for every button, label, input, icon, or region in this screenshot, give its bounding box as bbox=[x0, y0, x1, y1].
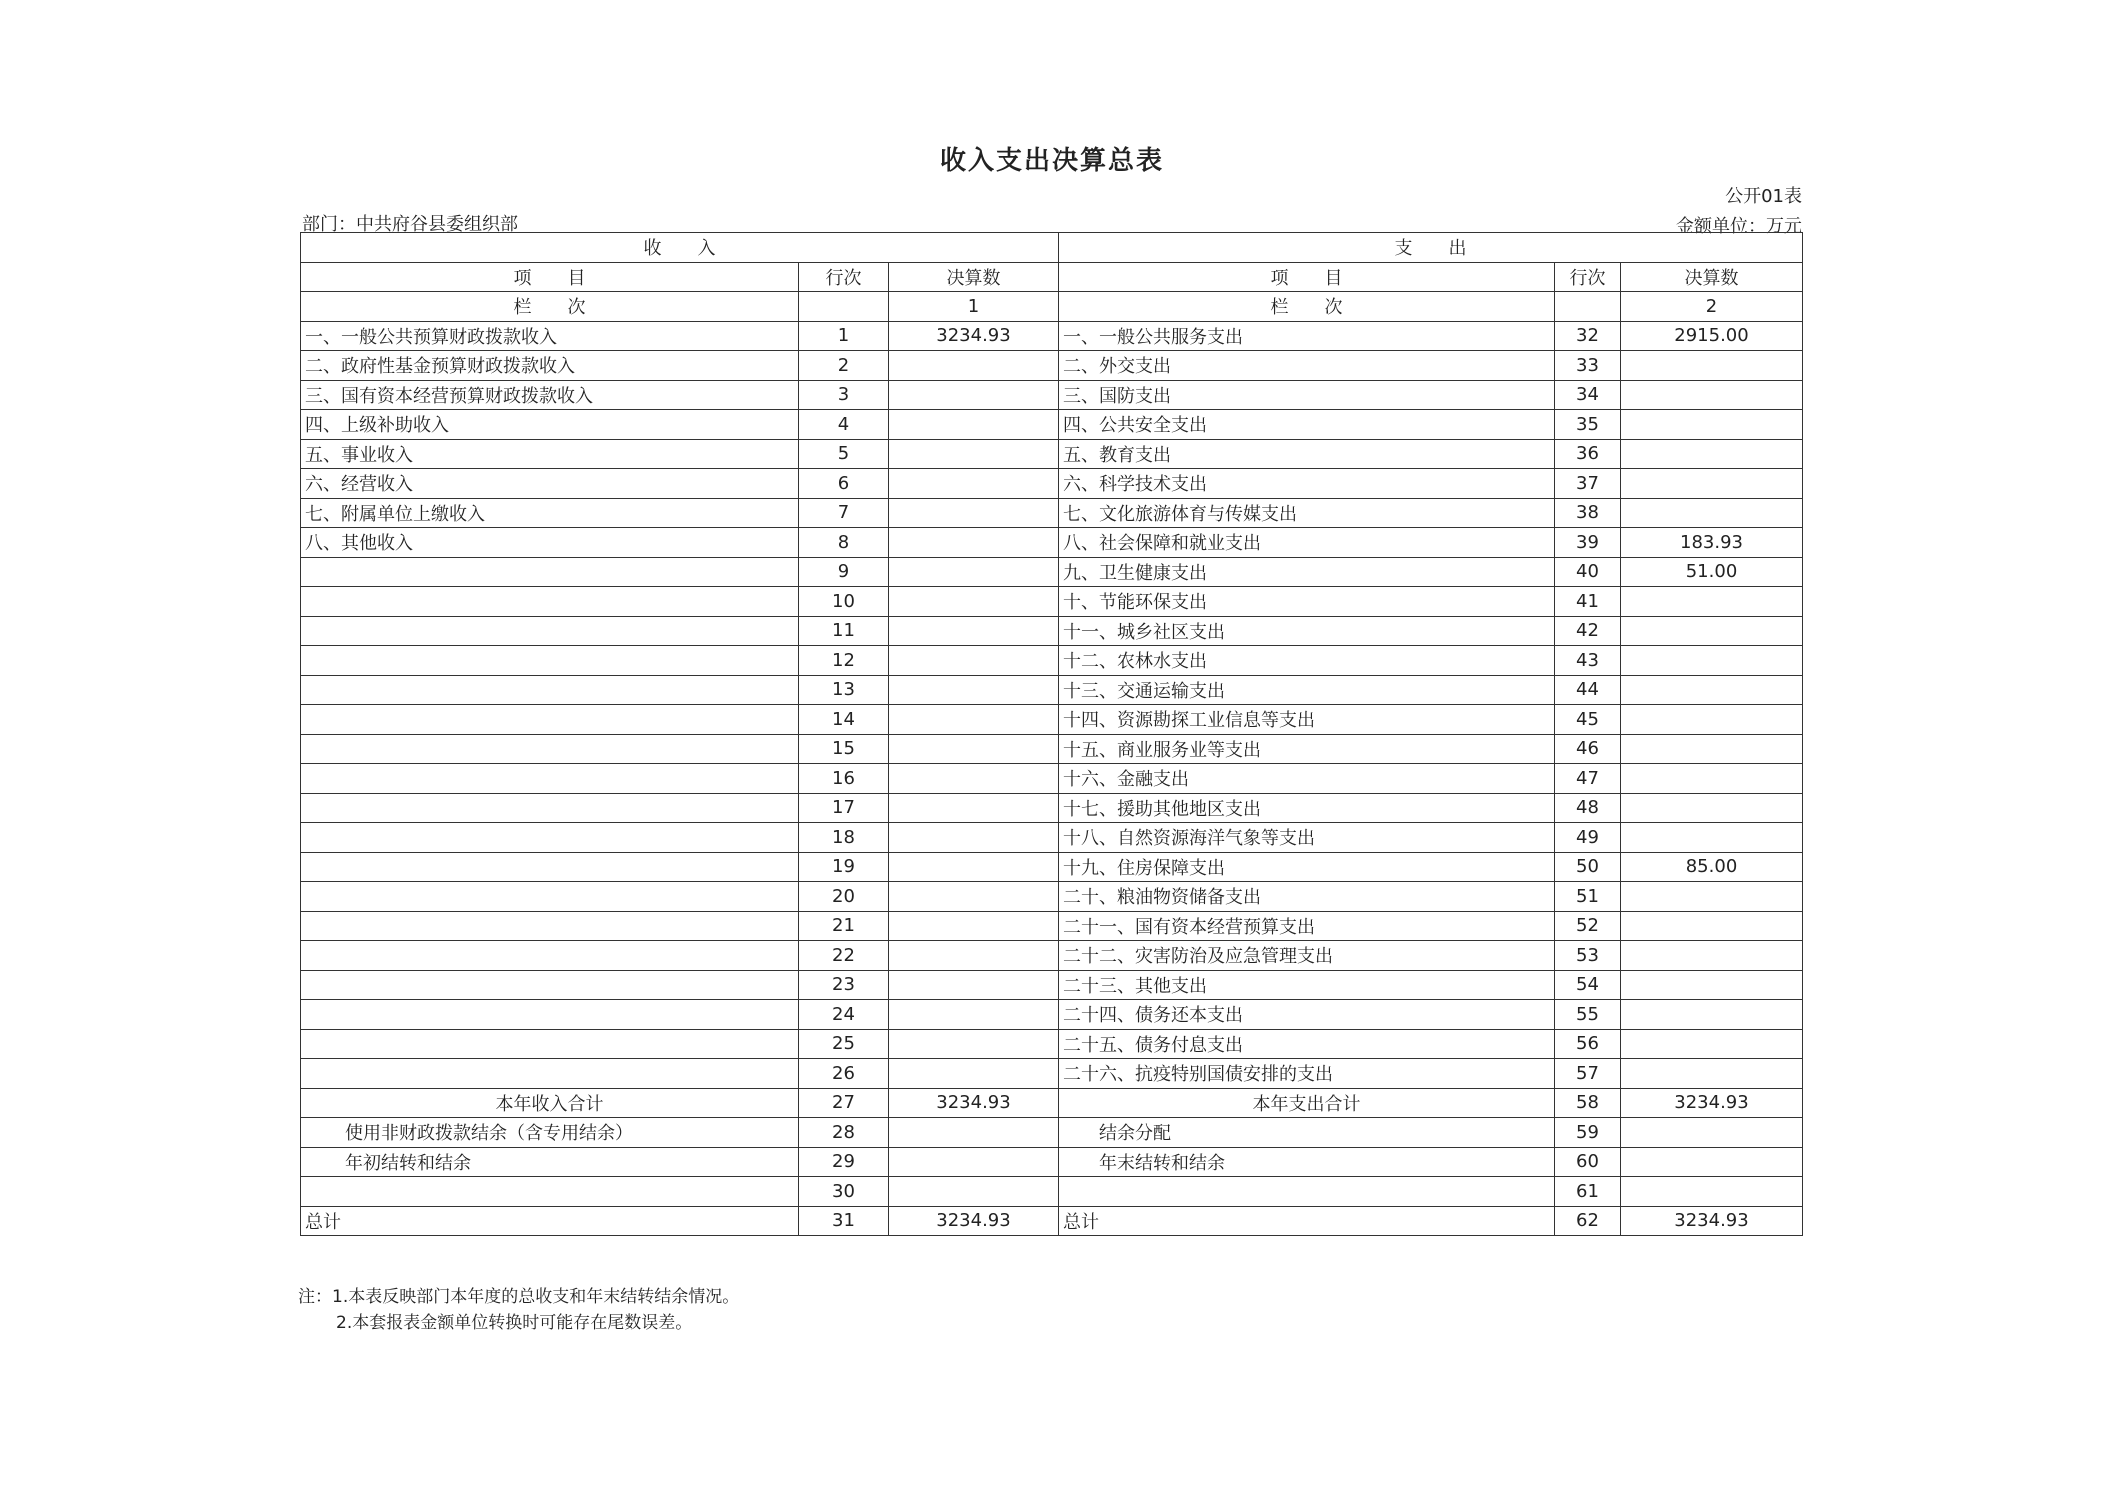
expense-line-number: 33 bbox=[1555, 351, 1621, 381]
table-row bbox=[301, 469, 1803, 499]
income-amount bbox=[889, 410, 1059, 440]
income-amount bbox=[889, 469, 1059, 499]
income-item bbox=[301, 675, 799, 705]
expense-line-number: 41 bbox=[1555, 587, 1621, 617]
expense-line-number: 34 bbox=[1555, 380, 1621, 410]
expense-line-number: 56 bbox=[1555, 1029, 1621, 1059]
income-section-header: 收 入 bbox=[301, 233, 1059, 263]
expense-amount: 3234.93 bbox=[1621, 1088, 1803, 1118]
expense-amount bbox=[1621, 469, 1803, 499]
expense-line-number: 43 bbox=[1555, 646, 1621, 676]
expense-line-number: 49 bbox=[1555, 823, 1621, 853]
table-row bbox=[301, 734, 1803, 764]
income-line-number: 31 bbox=[799, 1206, 889, 1236]
table-row bbox=[301, 410, 1803, 440]
expense-line-number: 39 bbox=[1555, 528, 1621, 558]
table-row bbox=[301, 793, 1803, 823]
expense-item: 二十、粮油物资储备支出 bbox=[1059, 882, 1555, 912]
table-row bbox=[301, 498, 1803, 528]
expense-line-number: 51 bbox=[1555, 882, 1621, 912]
income-line-number: 18 bbox=[799, 823, 889, 853]
income-column-label: 栏 次 bbox=[301, 292, 799, 322]
income-item bbox=[301, 557, 799, 587]
income-item bbox=[301, 1059, 799, 1089]
expense-amount bbox=[1621, 941, 1803, 971]
income-line-number: 10 bbox=[799, 587, 889, 617]
expense-amount bbox=[1621, 498, 1803, 528]
income-line-number: 2 bbox=[799, 351, 889, 381]
summary-row bbox=[301, 1118, 1803, 1148]
income-amount bbox=[889, 646, 1059, 676]
expense-line-number: 46 bbox=[1555, 734, 1621, 764]
table-row bbox=[301, 351, 1803, 381]
expense-item: 十一、城乡社区支出 bbox=[1059, 616, 1555, 646]
expense-line-number: 45 bbox=[1555, 705, 1621, 735]
expense-amount: 51.00 bbox=[1621, 557, 1803, 587]
income-line-number: 15 bbox=[799, 734, 889, 764]
expense-line-number: 59 bbox=[1555, 1118, 1621, 1148]
expense-line-number: 40 bbox=[1555, 557, 1621, 587]
expense-line-number: 58 bbox=[1555, 1088, 1621, 1118]
income-line-number: 9 bbox=[799, 557, 889, 587]
expense-line-number: 37 bbox=[1555, 469, 1621, 499]
expense-line-number: 54 bbox=[1555, 970, 1621, 1000]
expense-amount bbox=[1621, 882, 1803, 912]
income-amount bbox=[889, 498, 1059, 528]
expense-item: 九、卫生健康支出 bbox=[1059, 557, 1555, 587]
income-item: 使用非财政拨款结余（含专用结余） bbox=[301, 1118, 799, 1148]
table-row bbox=[301, 646, 1803, 676]
income-amount bbox=[889, 351, 1059, 381]
table-row bbox=[301, 380, 1803, 410]
income-amount bbox=[889, 1000, 1059, 1030]
expense-item: 二十五、债务付息支出 bbox=[1059, 1029, 1555, 1059]
income-line-number: 26 bbox=[799, 1059, 889, 1089]
expense-amount bbox=[1621, 587, 1803, 617]
expense-item: 一、一般公共服务支出 bbox=[1059, 321, 1555, 351]
expense-item: 二十二、灾害防治及应急管理支出 bbox=[1059, 941, 1555, 971]
expense-amount: 183.93 bbox=[1621, 528, 1803, 558]
income-item: 八、其他收入 bbox=[301, 528, 799, 558]
expense-item-header: 项 目 bbox=[1059, 262, 1555, 292]
income-line-index bbox=[799, 292, 889, 322]
income-amount bbox=[889, 587, 1059, 617]
expense-line-number: 57 bbox=[1555, 1059, 1621, 1089]
income-line-number: 5 bbox=[799, 439, 889, 469]
income-amount bbox=[889, 380, 1059, 410]
income-line-number: 19 bbox=[799, 852, 889, 882]
income-amount bbox=[889, 764, 1059, 794]
income-amount: 3234.93 bbox=[889, 321, 1059, 351]
table-row bbox=[301, 970, 1803, 1000]
column-index-row bbox=[301, 292, 1803, 322]
expense-line-number: 48 bbox=[1555, 793, 1621, 823]
expense-item: 四、公共安全支出 bbox=[1059, 410, 1555, 440]
income-item: 三、国有资本经营预算财政拨款收入 bbox=[301, 380, 799, 410]
footnote-2: 2.本套报表金额单位转换时可能存在尾数误差。 bbox=[336, 1313, 693, 1333]
expense-section-header: 支 出 bbox=[1059, 233, 1803, 263]
income-line-number: 13 bbox=[799, 675, 889, 705]
table-row bbox=[301, 587, 1803, 617]
section-header-row bbox=[301, 233, 1803, 263]
income-item: 总计 bbox=[301, 1206, 799, 1236]
expense-item: 十五、商业服务业等支出 bbox=[1059, 734, 1555, 764]
income-line-number: 28 bbox=[799, 1118, 889, 1148]
income-amount bbox=[889, 1118, 1059, 1148]
income-amount-header: 决算数 bbox=[889, 262, 1059, 292]
income-amount bbox=[889, 439, 1059, 469]
summary-row bbox=[301, 1177, 1803, 1207]
expense-item: 结余分配 bbox=[1059, 1118, 1555, 1148]
expense-amount bbox=[1621, 646, 1803, 676]
income-line-number: 23 bbox=[799, 970, 889, 1000]
income-line-number: 22 bbox=[799, 941, 889, 971]
page-title: 收入支出决算总表 bbox=[939, 146, 1164, 176]
expense-amount: 85.00 bbox=[1621, 852, 1803, 882]
summary-row bbox=[301, 1088, 1803, 1118]
expense-amount bbox=[1621, 410, 1803, 440]
income-item: 七、附属单位上缴收入 bbox=[301, 498, 799, 528]
income-line-number: 24 bbox=[799, 1000, 889, 1030]
income-item: 本年收入合计 bbox=[301, 1088, 799, 1118]
expense-item: 十二、农林水支出 bbox=[1059, 646, 1555, 676]
income-amount: 3234.93 bbox=[889, 1206, 1059, 1236]
income-item bbox=[301, 587, 799, 617]
income-amount bbox=[889, 970, 1059, 1000]
expense-amount bbox=[1621, 439, 1803, 469]
income-line-number: 29 bbox=[799, 1147, 889, 1177]
expense-col-index: 2 bbox=[1621, 292, 1803, 322]
form-code: 公开01表 bbox=[1725, 186, 1802, 207]
expense-amount bbox=[1621, 1059, 1803, 1089]
income-line-number: 6 bbox=[799, 469, 889, 499]
income-amount bbox=[889, 1147, 1059, 1177]
expense-item: 二十三、其他支出 bbox=[1059, 970, 1555, 1000]
expense-item: 年末结转和结余 bbox=[1059, 1147, 1555, 1177]
expense-amount bbox=[1621, 705, 1803, 735]
table-row bbox=[301, 675, 1803, 705]
income-col-index: 1 bbox=[889, 292, 1059, 322]
summary-row bbox=[301, 1147, 1803, 1177]
expense-line-number: 55 bbox=[1555, 1000, 1621, 1030]
expense-item: 十七、援助其他地区支出 bbox=[1059, 793, 1555, 823]
expense-amount bbox=[1621, 1000, 1803, 1030]
expense-amount bbox=[1621, 970, 1803, 1000]
income-line-number: 11 bbox=[799, 616, 889, 646]
expense-line-number: 61 bbox=[1555, 1177, 1621, 1207]
income-item bbox=[301, 882, 799, 912]
expense-line-number: 62 bbox=[1555, 1206, 1621, 1236]
expense-amount bbox=[1621, 1118, 1803, 1148]
expense-amount bbox=[1621, 1029, 1803, 1059]
expense-line-number: 60 bbox=[1555, 1147, 1621, 1177]
income-line-number: 25 bbox=[799, 1029, 889, 1059]
expense-item: 总计 bbox=[1059, 1206, 1555, 1236]
income-item bbox=[301, 1029, 799, 1059]
expense-item: 十、节能环保支出 bbox=[1059, 587, 1555, 617]
expense-item: 三、国防支出 bbox=[1059, 380, 1555, 410]
income-item bbox=[301, 705, 799, 735]
income-line-number: 30 bbox=[799, 1177, 889, 1207]
expense-line-number: 50 bbox=[1555, 852, 1621, 882]
expense-line-number: 44 bbox=[1555, 675, 1621, 705]
expense-item: 十三、交通运输支出 bbox=[1059, 675, 1555, 705]
expense-item: 十九、住房保障支出 bbox=[1059, 852, 1555, 882]
expense-amount bbox=[1621, 823, 1803, 853]
income-line-number: 12 bbox=[799, 646, 889, 676]
income-item bbox=[301, 1177, 799, 1207]
expense-item: 五、教育支出 bbox=[1059, 439, 1555, 469]
table-row bbox=[301, 852, 1803, 882]
income-item bbox=[301, 1000, 799, 1030]
income-item bbox=[301, 793, 799, 823]
expense-line-index bbox=[1555, 292, 1621, 322]
income-item: 六、经营收入 bbox=[301, 469, 799, 499]
expense-amount bbox=[1621, 764, 1803, 794]
expense-item: 十八、自然资源海洋气象等支出 bbox=[1059, 823, 1555, 853]
income-expense-table bbox=[300, 232, 1803, 1236]
income-amount bbox=[889, 911, 1059, 941]
expense-item: 七、文化旅游体育与传媒支出 bbox=[1059, 498, 1555, 528]
income-line-number: 3 bbox=[799, 380, 889, 410]
income-amount bbox=[889, 675, 1059, 705]
table-row bbox=[301, 882, 1803, 912]
expense-line-number: 38 bbox=[1555, 498, 1621, 528]
table-row bbox=[301, 941, 1803, 971]
expense-amount bbox=[1621, 380, 1803, 410]
expense-item: 二十四、债务还本支出 bbox=[1059, 1000, 1555, 1030]
expense-line-number: 47 bbox=[1555, 764, 1621, 794]
income-amount bbox=[889, 528, 1059, 558]
expense-amount bbox=[1621, 911, 1803, 941]
expense-item: 八、社会保障和就业支出 bbox=[1059, 528, 1555, 558]
expense-column-label: 栏 次 bbox=[1059, 292, 1555, 322]
income-amount bbox=[889, 823, 1059, 853]
footnotes bbox=[298, 1284, 739, 1336]
income-line-number: 8 bbox=[799, 528, 889, 558]
income-line-number: 16 bbox=[799, 764, 889, 794]
income-item bbox=[301, 911, 799, 941]
footnote-1: 注：1.本表反映部门本年度的总收支和年末结转结余情况。 bbox=[298, 1287, 740, 1307]
expense-item bbox=[1059, 1177, 1555, 1207]
income-item bbox=[301, 764, 799, 794]
income-item: 四、上级补助收入 bbox=[301, 410, 799, 440]
income-line-number: 7 bbox=[799, 498, 889, 528]
income-amount bbox=[889, 1029, 1059, 1059]
total-row bbox=[301, 1206, 1803, 1236]
table-row bbox=[301, 528, 1803, 558]
expense-line-number: 32 bbox=[1555, 321, 1621, 351]
expense-item: 十四、资源勘探工业信息等支出 bbox=[1059, 705, 1555, 735]
table-row bbox=[301, 616, 1803, 646]
income-item bbox=[301, 941, 799, 971]
income-line-header: 行次 bbox=[799, 262, 889, 292]
expense-amount bbox=[1621, 1177, 1803, 1207]
income-item: 一、一般公共预算财政拨款收入 bbox=[301, 321, 799, 351]
expense-amount bbox=[1621, 351, 1803, 381]
income-amount: 3234.93 bbox=[889, 1088, 1059, 1118]
income-amount bbox=[889, 616, 1059, 646]
expense-item: 十六、金融支出 bbox=[1059, 764, 1555, 794]
income-item bbox=[301, 852, 799, 882]
expense-line-number: 53 bbox=[1555, 941, 1621, 971]
income-item-header: 项 目 bbox=[301, 262, 799, 292]
table-row bbox=[301, 1059, 1803, 1089]
income-amount bbox=[889, 793, 1059, 823]
expense-amount bbox=[1621, 734, 1803, 764]
expense-amount bbox=[1621, 675, 1803, 705]
expense-amount bbox=[1621, 616, 1803, 646]
table-row bbox=[301, 911, 1803, 941]
income-item bbox=[301, 616, 799, 646]
expense-item: 六、科学技术支出 bbox=[1059, 469, 1555, 499]
table-row bbox=[301, 705, 1803, 735]
income-amount bbox=[889, 705, 1059, 735]
expense-line-number: 52 bbox=[1555, 911, 1621, 941]
expense-item: 二十一、国有资本经营预算支出 bbox=[1059, 911, 1555, 941]
income-amount bbox=[889, 941, 1059, 971]
income-amount bbox=[889, 882, 1059, 912]
income-item bbox=[301, 970, 799, 1000]
expense-amount bbox=[1621, 1147, 1803, 1177]
income-line-number: 20 bbox=[799, 882, 889, 912]
table-row bbox=[301, 321, 1803, 351]
expense-item: 二、外交支出 bbox=[1059, 351, 1555, 381]
table-row bbox=[301, 764, 1803, 794]
expense-line-number: 36 bbox=[1555, 439, 1621, 469]
income-item: 五、事业收入 bbox=[301, 439, 799, 469]
expense-line-header: 行次 bbox=[1555, 262, 1621, 292]
expense-amount-header: 决算数 bbox=[1621, 262, 1803, 292]
table-row bbox=[301, 557, 1803, 587]
income-line-number: 21 bbox=[799, 911, 889, 941]
income-line-number: 1 bbox=[799, 321, 889, 351]
income-amount bbox=[889, 734, 1059, 764]
income-amount bbox=[889, 852, 1059, 882]
income-item: 二、政府性基金预算财政拨款收入 bbox=[301, 351, 799, 381]
table-row bbox=[301, 823, 1803, 853]
income-item bbox=[301, 734, 799, 764]
expense-amount: 2915.00 bbox=[1621, 321, 1803, 351]
expense-line-number: 42 bbox=[1555, 616, 1621, 646]
income-line-number: 17 bbox=[799, 793, 889, 823]
department-label: 部门：中共府谷县委组织部 bbox=[302, 214, 518, 235]
income-item: 年初结转和结余 bbox=[301, 1147, 799, 1177]
column-header-row bbox=[301, 262, 1803, 292]
table-row bbox=[301, 439, 1803, 469]
expense-item: 本年支出合计 bbox=[1059, 1088, 1555, 1118]
expense-line-number: 35 bbox=[1555, 410, 1621, 440]
income-amount bbox=[889, 557, 1059, 587]
income-item bbox=[301, 823, 799, 853]
income-amount bbox=[889, 1059, 1059, 1089]
expense-amount: 3234.93 bbox=[1621, 1206, 1803, 1236]
income-line-number: 27 bbox=[799, 1088, 889, 1118]
table-row bbox=[301, 1000, 1803, 1030]
expense-amount bbox=[1621, 793, 1803, 823]
table-row bbox=[301, 1029, 1803, 1059]
income-line-number: 4 bbox=[799, 410, 889, 440]
unit-label: 金额单位：万元 bbox=[1676, 216, 1802, 237]
income-amount bbox=[889, 1177, 1059, 1207]
income-line-number: 14 bbox=[799, 705, 889, 735]
income-item bbox=[301, 646, 799, 676]
expense-item: 二十六、抗疫特别国债安排的支出 bbox=[1059, 1059, 1555, 1089]
